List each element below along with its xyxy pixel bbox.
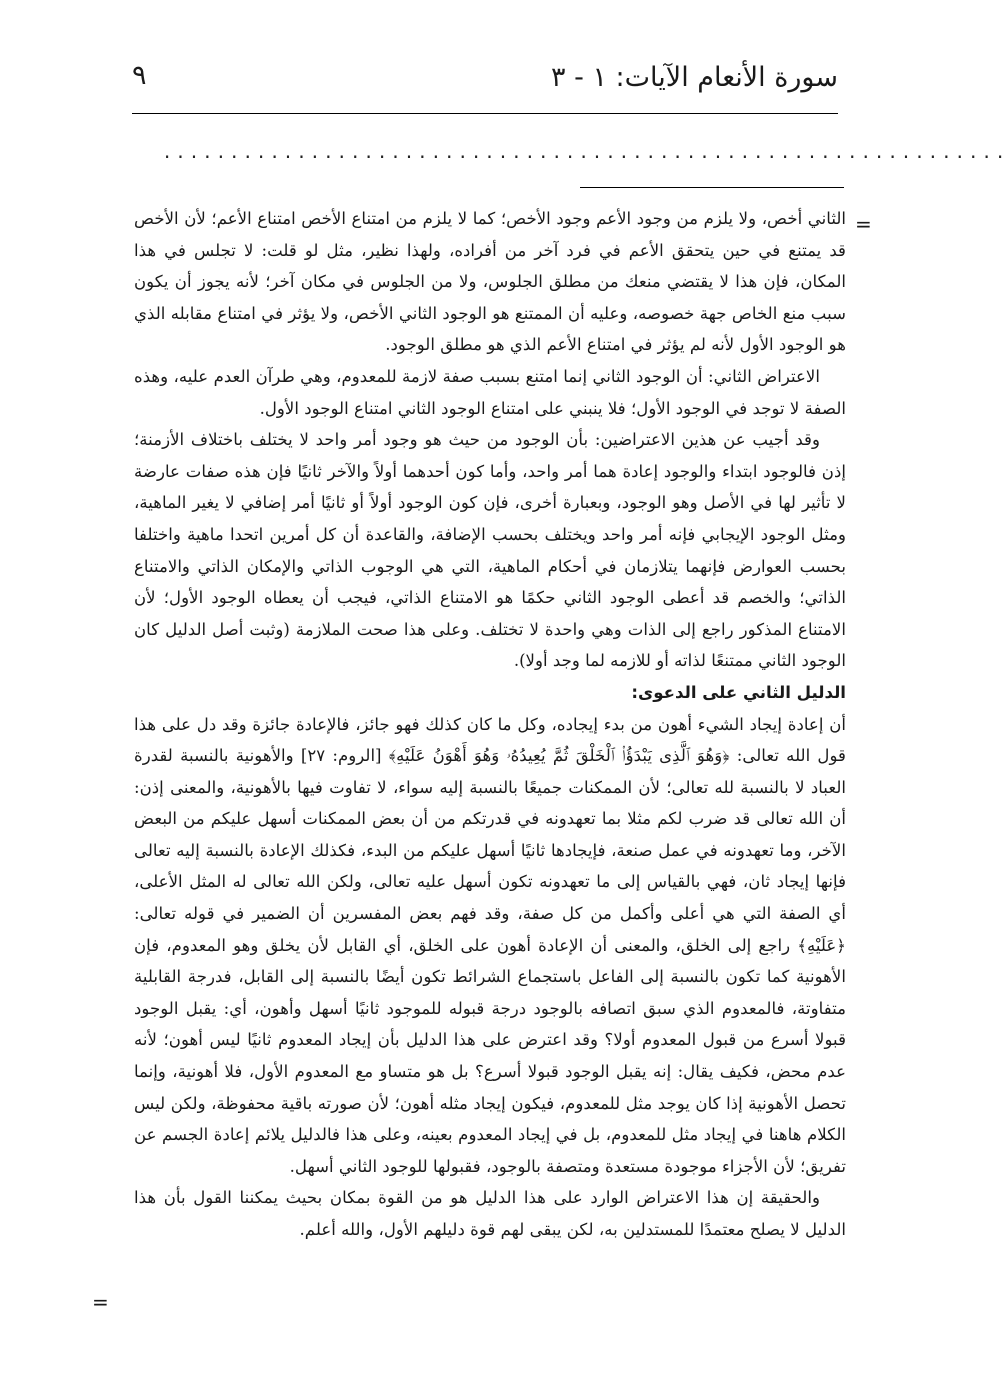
paragraph-objection-continued: الثاني أخص، ولا يلزم من وجود الأعم وجود الأخص؛ كما لا يلزم من امتناع الأخص امتناع الأعم؛ لأن الأخص قد يمتنع في حين يتحقق الأعم في فرد آخر من أفراده، ولهذا نظير، مثل لو قلت: لا تجلس في هذا المكان، فإن هذا لا يقتضي منعك من مطلق الجلوس، ولا من الجلوس في مكان آخر؛ لأنه يجوز أن يكون سبب منع الخاص جهة خصوصه، وعليه أن الممتنع هو الوجود الثاني الأخص، ولا يؤثر في امتناع مقابله الذي هو الوجود الأول لأنه لم يؤثر في امتناع الأعم الذي هو مطلق الوجود. <box>134 209 846 355</box>
continuation-mark-top: = <box>855 212 872 236</box>
paragraph-conclusion: والحقيقة إن هذا الاعتراض الوارد على هذا الدليل هو من القوة بمكان بحيث يمكننا القول بأن هذا الدليل لا يصلح معتمدًا للمستدلين به، لكن يبقى لهم قوة دليلهم الأول، والله أعلم. <box>134 1188 846 1239</box>
footnote-separator <box>580 187 844 188</box>
paragraph-reply: وقد أجيب عن هذين الاعتراضين: بأن الوجود من حيث هو وجود أمر واحد لا يختلف باختلاف الأزمنة؛ إذن فالوجود ابتداء والوجود إعادة هما أمر واحد، وأما كون أحدهما أولاً والآخر ثانيًا فإن هذه صفات عارضة لا تأثير لها في الأصل وهو الوجود، وبعبارة أخرى، فإن كون الوجود أولاً أو ثانيًا أمر إضافي لا يغير الماهية، ومثل الوجود الإيجابي فإنه أمر واحد ويختلف بحسب الإضافة، والقاعدة أن كل أمرين اتحدا ماهية واختلفا بحسب العوارض فإنهما يتلازمان في أحكام الماهية، التي هي الوجوب الذاتي والإمكان الذاتي والامتناع الذاتي؛ والخصم قد أعطى الوجود الثاني حكمًا هو الامتناع الذاتي، فيجب أن يعطاه الوجود الأول؛ لأن الامتناع المذكور راجع إلى الذات وهي واحدة لا تختلف. وعلى هذا صحت الملازمة (وثبت أصل الدليل كان الوجود الثاني ممتنعًا لذاته أو للازمه لما وجد أولا). <box>134 430 846 671</box>
paragraph-second-objection: الاعتراض الثاني: أن الوجود الثاني إنما امتنع بسبب صفة لازمة للمعدوم، وهي طرآن العدم عليه، وهذه الصفة لا توجد في الوجود الأول؛ فلا ينبني على امتناع الوجود الثاني امتناع الوجود الأول. <box>134 366 846 418</box>
header-rule <box>132 113 838 114</box>
dotted-separator: ............................................................... <box>162 143 1008 163</box>
running-title: سورة الأنعام الآيات: ١ - ٣ <box>551 62 838 93</box>
section-heading: الدليل الثاني على الدعوى: <box>631 682 846 702</box>
page-number: ٩ <box>132 60 147 91</box>
continuation-mark-bottom: = <box>92 1290 109 1314</box>
paragraph-second-proof: أن إعادة إيجاد الشيء أهون من بدء إيجاده، وكل ما كان كذلك فهو جائز، فالإعادة جائزة وقد دل على هذا قول الله تعالى: ﴿وَهُوَ ٱلَّذِى يَبْدَؤُا۟ ٱلْخَلْقَ ثُمَّ يُعِيدُهُۥ وَهُوَ أَهْوَنُ عَلَيْهِ﴾ [الروم: ٢٧] والأهونية بالنسبة لقدرة العباد لا بالنسبة لله تعالى؛ لأن الممكنات جميعًا بالنسبة إليه سواء، لا تفاوت فيها بالأهونية، والمعنى إذن: أن الله تعالى قد ضرب لكم مثلا بما تعهدونه في قدرتكم من أن بعض الممكنات أسهل عليكم من البعض الآخر، وما تعهدونه في عمل صنعة، فإيجادها ثانيًا أسهل عليكم من البدء، فكذلك الإعادة بالنسبة إليه تعالى فإنها إيجاد ثان، فهي بالقياس إلى ما تعهدونه تكون أسهل عليه تعالى، ولكن الله تعالى له المثل الأعلى، أي الصفة التي هي أعلى وأكمل من كل صفة، وقد فهم بعض المفسرين أن الضمير في قوله تعالى: ﴿عَلَيْهِ﴾ راجع إلى الخلق، والمعنى أن الإعادة أهون على الخلق، أي القابل لأن يخلق وهو المعدوم، فإن الأهونية كما تكون بالنسبة إلى الفاعل باستجماع الشرائط تكون أيضًا بالنسبة إلى القابل، فدرجة القابلية متفاوتة، فالمعدوم الذي سبق اتصافه بالوجود درجة قبوله للموجود ثانيًا أسهل وأهون، أي: يقبل الوجود قبولا أسرع من قبول المعدوم أولا؟ وقد اعترض على هذا الدليل بأن إيجاد المعدوم ثانيًا ليس أهون؛ لأنه عدم محض، فكيف يقال: إنه يقبل الوجود قبولا أسرع؟ بل هو متساو مع المعدوم الأول، فلا أهونية، وإنما تحصل الأهونية إذا كان يوجد مثل للمعدوم، فيكون إيجاد مثله أهون؛ لأن صورته باقية محفوظة، ولكن ليس الكلام هاهنا في إيجاد مثل للمعدوم، بل في إيجاد المعدوم بعينه، وعلى هذا فالدليل يلائم إعادة الجسم عن تفريق؛ لأن الأجزاء موجودة مستعدة ومتصفة بالوجود، فقبولها للوجود الثاني أسهل. <box>134 714 847 1176</box>
footnote-body <box>134 203 846 1246</box>
